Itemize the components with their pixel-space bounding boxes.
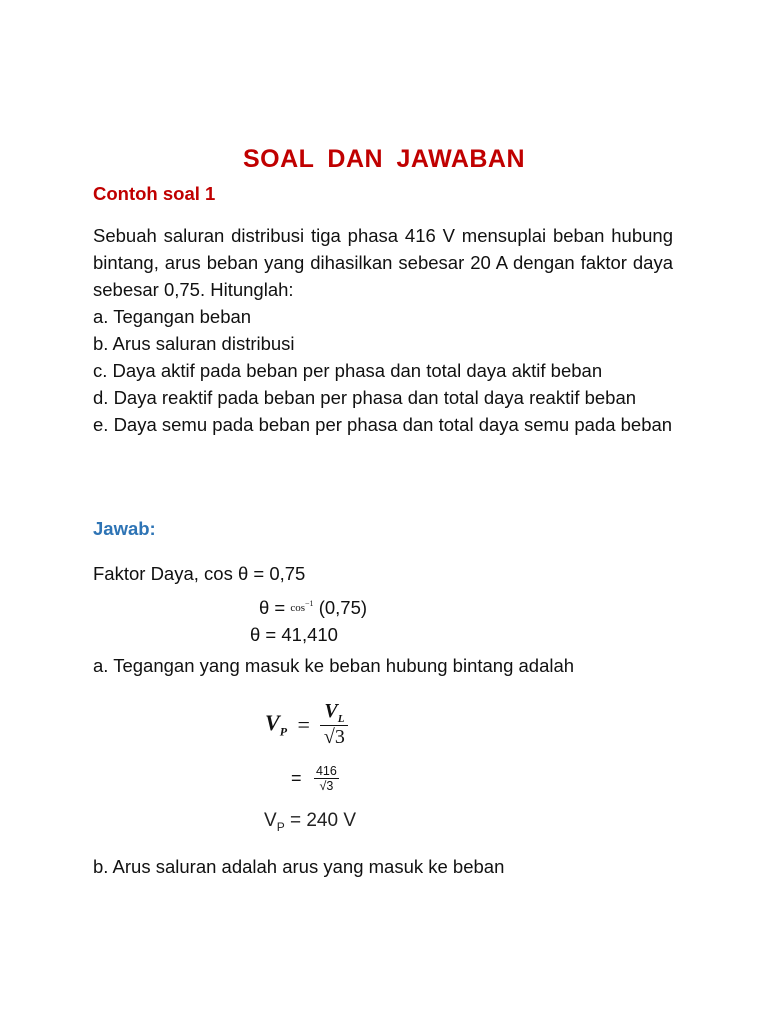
answer-heading: Jawab: [93,518,156,539]
vp-symbol: $V_P$ [264,810,285,834]
fraction-numerator: $V_L$ [324,700,345,725]
question-list [93,303,673,438]
power-factor-line: Faktor Daya, cos θ = 0,75 [93,563,306,584]
fraction-denominator: √3 [319,779,334,793]
part-b-statement: b. Arus saluran adalah arus yang masuk ke beban [93,856,505,877]
equation-vp-formula [265,700,348,760]
vp-result-value: = 240 V [289,810,357,831]
question-item-b: b. Arus saluran distribusi [93,333,295,354]
question-item-e: e. Daya semu pada beban per phasa dan total daya semu pada beban [93,414,673,435]
equation-vp-result [264,810,356,834]
fraction-numerator: 416 [315,764,337,778]
problem-statement [93,222,673,303]
equals-sign: = [297,711,310,737]
page-title: SOAL DAN JAWABAN [242,145,526,173]
question-item-a: a. Tegangan beban [93,306,252,327]
part-a-statement: a. Tegangan yang masuk ke beban hubung bintang adalah [93,655,575,676]
equation-substitution [291,764,339,793]
fraction-416-sqrt3 [314,764,339,793]
theta-inverse-line [259,590,367,622]
fraction-denominator: √3 [323,726,345,748]
question-item-d: d. Daya reaktif pada beban per phasa dan total daya reaktif beban [93,387,637,408]
problem-paragraph: Sebuah saluran distribusi tiga phasa 416 V mensuplai beban hubung bintang, arus beban yang dihasilkan sebesar 20 A dengan faktor daya sebesar 0,75. Hitunglah: [93,225,673,300]
example-heading: Contoh soal 1 [93,183,216,204]
fraction-vl-sqrt3 [320,700,348,749]
equals-sign: = [291,768,302,788]
theta-result-line: θ = 41,410 [250,624,338,645]
vp-symbol: $V_P$ [265,709,288,739]
question-item-c: c. Daya aktif pada beban per phasa dan total daya aktif beban [93,360,603,381]
inverse-cos-symbol: $\cos^{-1}$ [290,599,314,614]
theta-label: θ = [259,597,286,618]
inverse-cos-argument: (0,75) [318,597,368,618]
